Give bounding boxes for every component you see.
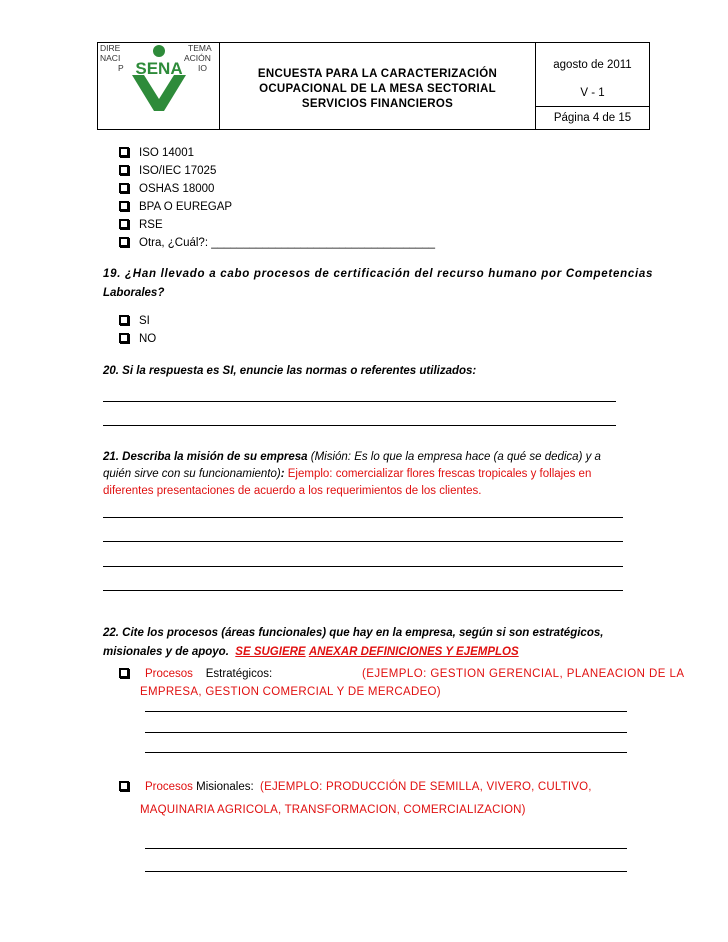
checkbox-label: ISO 14001 [139,147,194,159]
form-title [220,67,535,112]
checkbox-icon[interactable] [119,668,129,678]
checkbox-label: OSHAS 18000 [139,183,215,195]
checkbox-item[interactable] [119,147,194,159]
checkbox-label: ISO/IEC 17025 [139,165,217,177]
answer-line[interactable] [145,871,627,872]
answer-line[interactable] [145,732,627,733]
meta-cell [536,43,649,129]
answer-line[interactable] [103,590,623,591]
checkbox-label: BPA O EUREGAP [139,201,233,213]
checkbox-icon[interactable] [119,237,129,247]
checkbox-item[interactable] [119,219,163,231]
answer-line[interactable] [145,711,627,712]
estrategicos-label: Estratégicos: [205,668,273,680]
doc-version: V - 1 [580,87,605,99]
checkbox-icon[interactable] [119,315,129,325]
title-line-1: ENCUESTA PARA LA CARACTERIZACIÓN [257,68,498,80]
misionales-line-1 [145,781,592,793]
meta-divider [536,106,649,107]
logo-caption-right-2: ACIÓN [184,53,211,63]
question-22-bold: 22. Cite los procesos (áreas funcionales) que hay en la empresa, según si son estratégicos, misionales y de apoyo. [103,627,604,658]
checkbox-item[interactable] [119,165,216,177]
procesos-label: Procesos [145,668,193,680]
sena-logo-word: SENA [135,59,183,78]
logo-cell [98,43,220,129]
question-21-italic: (Misión: Es lo que la empresa hace (a qué se dedica) y a quién sirve con su funcionamiento) [103,451,601,480]
question-21-bold: 21. Describa la misión de su empresa [103,451,308,463]
document-header [97,42,650,130]
checkbox-label: Otra, ¿Cuál?: ___________________________________ [139,237,436,249]
anexar-definiciones: ANEXAR DEFINICIONES Y EJEMPLOS [308,646,519,658]
procesos-label: Procesos [145,781,193,793]
checkbox-misionales[interactable] [119,781,139,793]
checkbox-item[interactable] [119,183,214,195]
checkbox-icon[interactable] [119,183,129,193]
se-sugiere: SE SUGIERE [235,646,306,658]
sena-logo-icon [122,43,196,113]
estrategicos-example-1: (EJEMPLO: GESTION GERENCIAL, PLANEACION DE LA [362,668,685,680]
checkbox-estrategicos[interactable] [119,668,139,680]
checkbox-icon[interactable] [119,333,129,343]
page-number: Página 4 de 15 [553,112,632,124]
estrategicos-example-2: EMPRESA, GESTION COMERCIAL Y DE MERCADEO) [140,686,441,698]
checkbox-icon[interactable] [119,781,129,791]
checkbox-icon[interactable] [119,219,129,229]
doc-date: agosto de 2011 [553,59,632,71]
logo-caption-left-1: DIRE [100,43,121,53]
checkbox-item[interactable] [119,201,232,213]
question-21-colon: : [280,468,285,480]
title-cell [220,43,536,129]
answer-line[interactable] [103,425,616,426]
question-21-example: Ejemplo: comercializar flores frescas tropicales y follajes en diferentes presentaciones de acuerdo a los requerimientos de los clientes. [103,468,592,497]
checkbox-item-other[interactable] [119,237,435,249]
logo-caption-right-1: TEMA [188,43,212,53]
answer-line[interactable] [145,848,627,849]
answer-line[interactable] [103,566,623,567]
option-no[interactable] [119,333,156,345]
question-20: 20. Si la respuesta es SI, enuncie las normas o referentes utilizados: [103,365,477,377]
logo-caption-right-3: IO [198,63,207,73]
logo-caption-left-2: NACI [100,53,121,63]
question-22 [103,624,625,662]
checkbox-icon[interactable] [119,165,129,175]
answer-line[interactable] [103,541,623,542]
misionales-example-1: (EJEMPLO: PRODUCCIÓN DE SEMILLA, VIVERO, CULTIVO, [260,781,592,793]
title-line-2: OCUPACIONAL DE LA MESA SECTORIAL [259,83,496,95]
option-label: SI [139,315,150,327]
logo-caption-left-3: P [118,63,124,73]
question-19-line-1: 19. ¿Han llevado a cabo procesos de certificación del recurso humano por Competencias [103,268,654,280]
checkbox-icon[interactable] [119,147,129,157]
option-si[interactable] [119,315,150,327]
title-line-3: SERVICIOS FINANCIEROS [301,98,454,110]
checkbox-label: RSE [139,219,163,231]
checkbox-icon[interactable] [119,201,129,211]
answer-line[interactable] [103,401,616,402]
option-label: NO [139,333,157,345]
answer-line[interactable] [103,517,623,518]
question-19-line-2: Laborales? [103,287,165,299]
question-21 [103,449,625,500]
answer-line[interactable] [145,752,627,753]
misionales-example-2: MAQUINARIA AGRICOLA, TRANSFORMACION, COMERCIALIZACION) [140,804,526,816]
misionales-label: Misionales: [192,781,254,793]
